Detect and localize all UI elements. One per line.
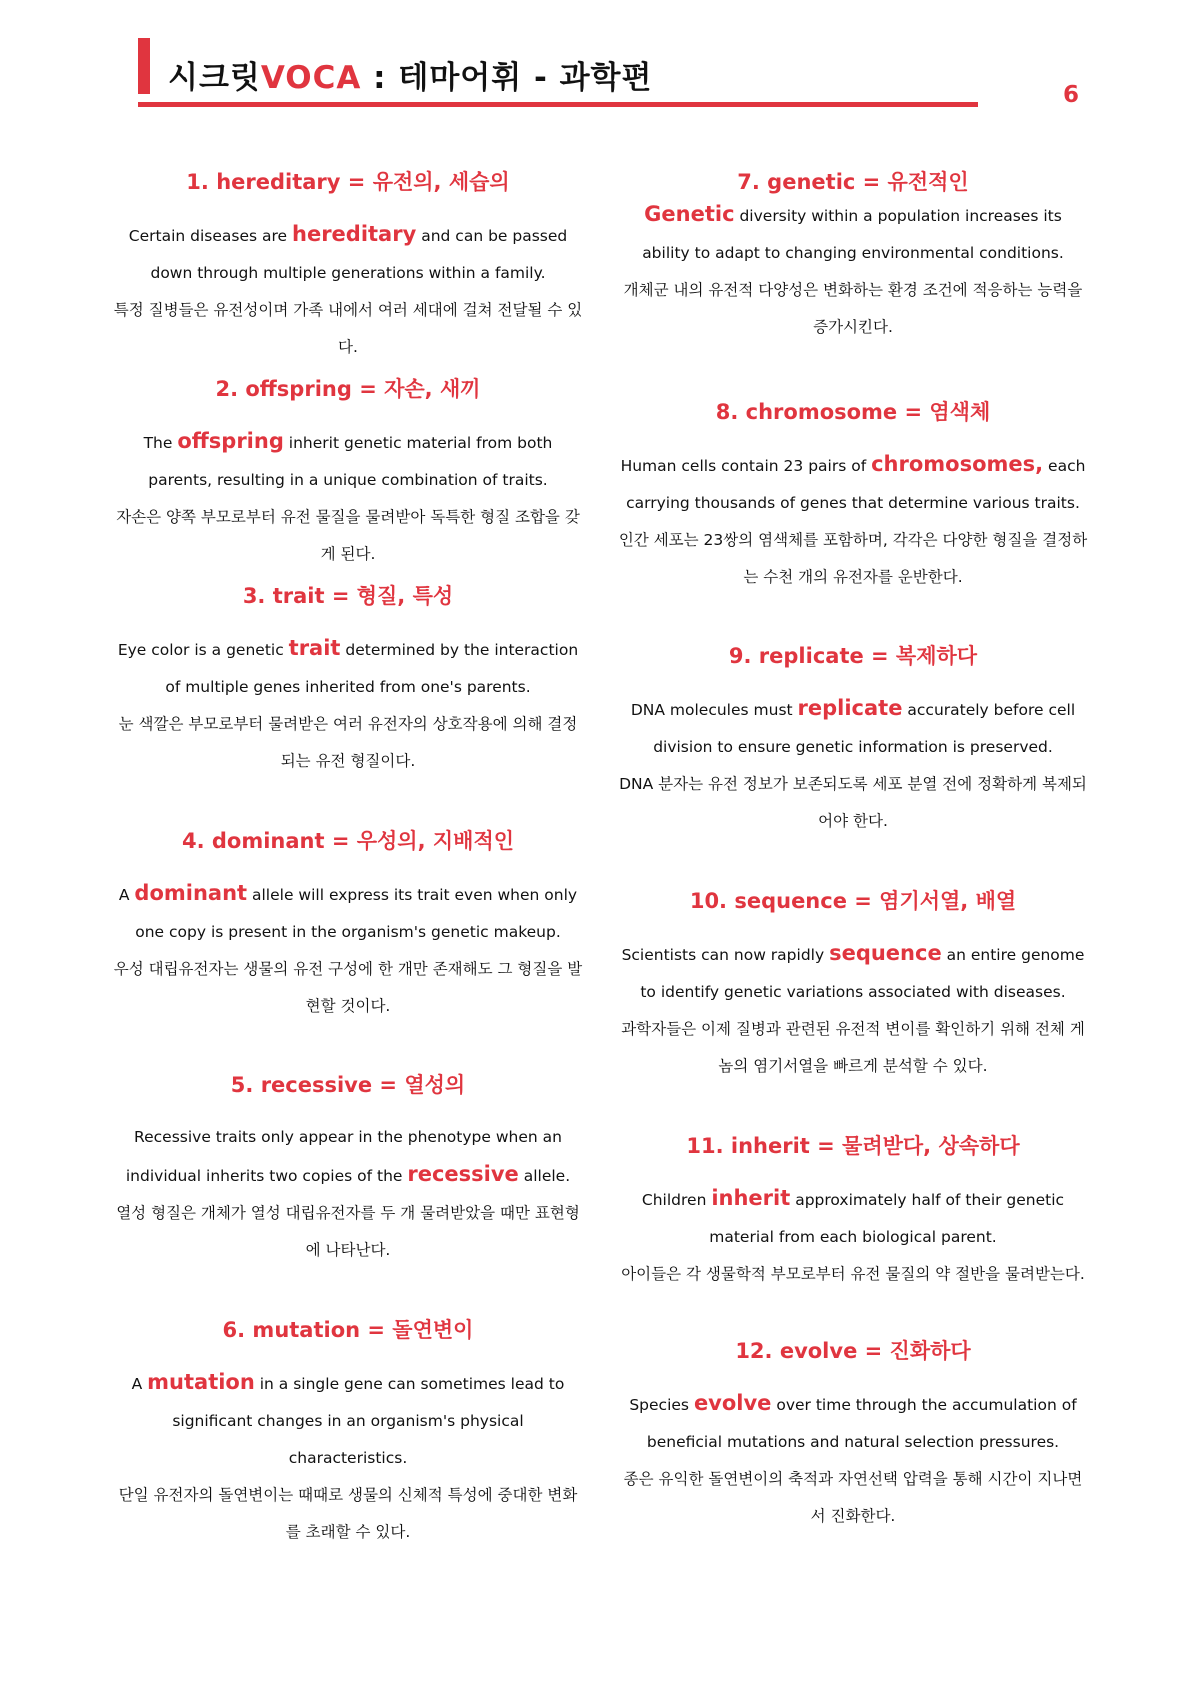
example-post: and can be passed down through multiple generations within a family. — [150, 227, 568, 282]
entry-body — [113, 1364, 583, 1551]
korean-translation: 우성 대립유전자는 생물의 유전 구성에 한 개만 존재해도 그 형질을 발현할 것이다. — [113, 960, 583, 1015]
korean-translation: 인간 세포는 23쌍의 염색체를 포함하며, 각각은 다양한 형질을 결정하는 수천 개의 유전자를 운반한다. — [618, 531, 1088, 586]
example-pre: Species — [629, 1396, 694, 1414]
example-post: in a single gene can sometimes lead to significant changes in an organism's physical characteristics. — [172, 1375, 565, 1467]
example-pre: DNA molecules must — [630, 701, 798, 719]
entry-title: 1. hereditary = 유전의, 세습의 — [186, 170, 510, 194]
entry-body — [618, 446, 1088, 596]
example-pre: Human cells contain 23 pairs of — [620, 457, 872, 475]
entry-body — [618, 935, 1088, 1085]
vocab-entry — [618, 887, 1088, 1085]
vocab-entry — [618, 398, 1088, 596]
example-pre: Scientists can now rapidly — [621, 946, 830, 964]
entry-body — [618, 196, 1088, 346]
header-underline — [138, 102, 978, 107]
korean-translation: 종은 유익한 돌연변이의 축적과 자연선택 압력을 통해 시간이 지나면서 진화한다. — [623, 1470, 1083, 1525]
example-pre: Recessive traits only appear in the phenotype when an individual inherits two copies of the — [125, 1128, 562, 1185]
keyword: Genetic — [644, 202, 735, 226]
korean-translation: 자손은 양쪽 부모로부터 유전 물질을 물려받아 독특한 형질 조합을 갖게 된다. — [116, 508, 580, 563]
example-pre: Certain diseases are — [128, 227, 292, 245]
entry-title: 3. trait = 형질, 특성 — [242, 584, 454, 608]
entry-body — [113, 1119, 583, 1269]
example-post: allele. — [518, 1167, 571, 1185]
entry-title: 2. offspring = 자손, 새끼 — [215, 377, 481, 401]
vocab-entry — [618, 1337, 1088, 1535]
entry-body — [113, 875, 583, 1025]
entry-body — [618, 1385, 1088, 1535]
entry-title: 6. mutation = 돌연변이 — [222, 1318, 474, 1342]
vocab-entry — [113, 1316, 583, 1551]
korean-translation: 단일 유전자의 돌연변이는 때때로 생물의 신체적 특성에 중대한 변화를 초래할 수 있다. — [118, 1486, 578, 1541]
korean-translation: 과학자들은 이제 질병과 관련된 유전적 변이를 확인하기 위해 전체 게놈의 염기서열을 빠르게 분석할 수 있다. — [621, 1020, 1085, 1075]
vocab-entry — [113, 827, 583, 1025]
korean-translation: 특정 질병들은 유전성이며 가족 내에서 여러 세대에 걸쳐 전달될 수 있다. — [113, 301, 583, 356]
entry-body — [618, 690, 1088, 840]
header-accent-bar — [138, 38, 150, 94]
vocab-entry — [113, 375, 583, 573]
example-pre: Eye color is a genetic — [117, 641, 289, 659]
example-post: over time through the accumulation of beneficial mutations and natural selection pressures. — [646, 1396, 1077, 1451]
example-pre: The — [143, 434, 178, 452]
korean-translation: 개체군 내의 유전적 다양성은 변화하는 환경 조건에 적응하는 능력을 증가시킨다. — [623, 281, 1083, 336]
entry-title: 4. dominant = 우성의, 지배적인 — [181, 829, 515, 853]
vocab-entry — [113, 1071, 583, 1269]
example-post: diversity within a population increases its ability to adapt to changing environmental conditions. — [642, 207, 1064, 262]
vocab-entry — [618, 1132, 1088, 1293]
korean-translation: 열성 형질은 개체가 열성 대립유전자를 두 개 물려받았을 때만 표현형에 나타난다. — [116, 1204, 580, 1259]
example-pre: A — [118, 886, 135, 904]
keyword: replicate — [797, 696, 903, 720]
keyword: evolve — [693, 1391, 772, 1415]
example-post: allele will express its trait even when only one copy is present in the organism's genetic makeup. — [135, 886, 578, 941]
entry-body — [113, 630, 583, 780]
entry-title: 12. evolve = 진화하다 — [735, 1339, 971, 1363]
keyword: chromosomes, — [871, 452, 1044, 476]
entry-title: 10. sequence = 염기서열, 배열 — [689, 889, 1017, 913]
entry-title: 5. recessive = 열성의 — [230, 1073, 466, 1097]
korean-translation: 눈 색깔은 부모로부터 물려받은 여러 유전자의 상호작용에 의해 결정되는 유전 형질이다. — [118, 715, 578, 770]
entry-title: 11. inherit = 물려받다, 상속하다 — [686, 1134, 1020, 1158]
page-number: 6 — [1063, 82, 1080, 108]
entry-title: 9. replicate = 복제하다 — [728, 644, 978, 668]
entry-body — [113, 216, 583, 366]
keyword: offspring — [177, 429, 284, 453]
example-post: each carrying thousands of genes that determine various traits. — [626, 457, 1086, 512]
example-pre: A — [131, 1375, 148, 1393]
example-post: accurately before cell division to ensure genetic information is preserved. — [653, 701, 1076, 756]
vocab-entry — [618, 168, 1088, 346]
keyword: sequence — [829, 941, 942, 965]
keyword: inherit — [711, 1186, 791, 1210]
example-post: an entire genome to identify genetic variations associated with diseases. — [640, 946, 1085, 1001]
title-accent: VOCA — [260, 60, 362, 96]
vocab-entry — [113, 582, 583, 780]
title-suffix: : 테마어휘 - 과학편 — [361, 60, 653, 96]
example-pre: Children — [641, 1191, 712, 1209]
korean-translation: 아이들은 각 생물학적 부모로부터 유전 물질의 약 절반을 물려받는다. — [621, 1265, 1085, 1283]
korean-translation: DNA 분자는 유전 정보가 보존되도록 세포 분열 전에 정확하게 복제되어야 한다. — [619, 775, 1087, 830]
entry-title: 7. genetic = 유전적인 — [737, 170, 969, 194]
vocab-entry — [113, 168, 583, 366]
entry-body — [113, 423, 583, 573]
entry-title: 8. chromosome = 염색체 — [715, 400, 991, 424]
title-prefix: 시크릿 — [168, 60, 261, 96]
keyword: recessive — [407, 1162, 519, 1186]
page-title — [168, 52, 652, 97]
vocab-entry — [618, 642, 1088, 840]
example-post: inherit genetic material from both parents, resulting in a unique combination of traits. — [148, 434, 553, 489]
keyword: dominant — [134, 881, 248, 905]
keyword: hereditary — [292, 222, 417, 246]
example-post: approximately half of their genetic material from each biological parent. — [709, 1191, 1065, 1246]
keyword: mutation — [147, 1370, 255, 1394]
example-post: determined by the interaction of multiple genes inherited from one's parents. — [165, 641, 579, 696]
keyword: trait — [288, 636, 341, 660]
entry-body — [618, 1180, 1088, 1293]
